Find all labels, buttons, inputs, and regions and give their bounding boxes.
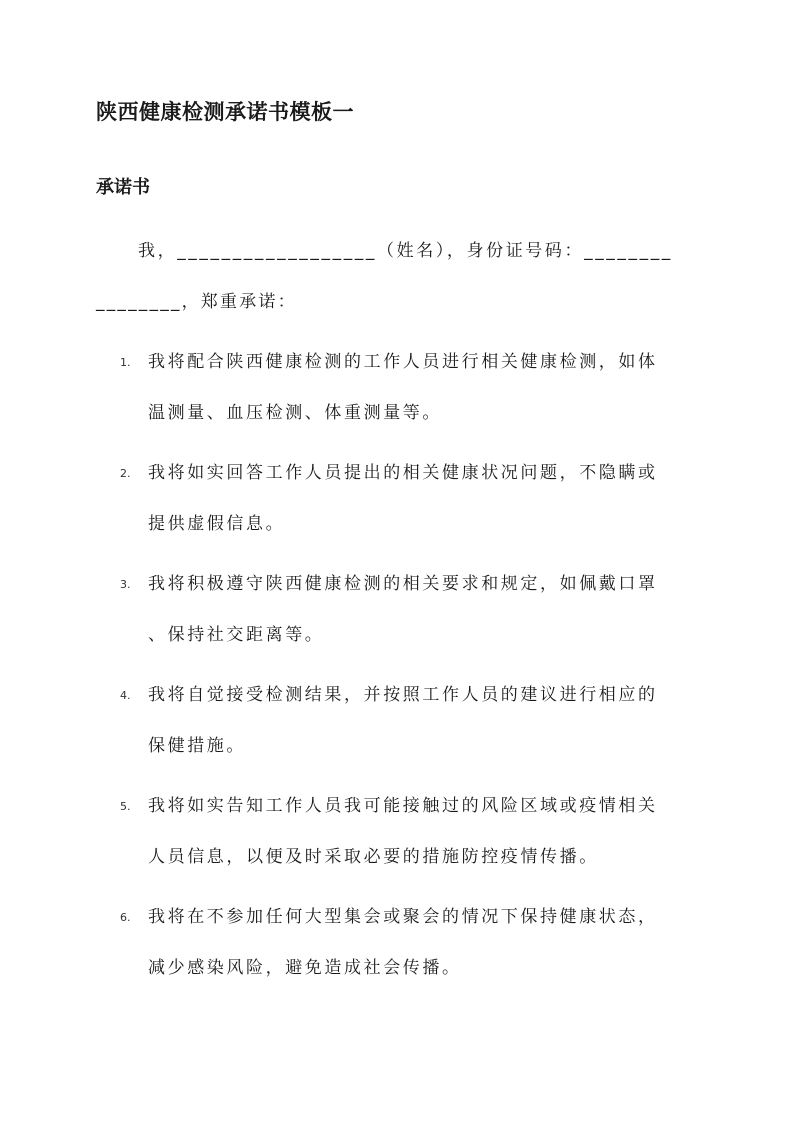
list-item-line: 我将自觉接受检测结果，并按照工作人员的建议进行相应的 (148, 685, 658, 705)
list-item-line: 保健措施。 (148, 736, 246, 756)
list-item-line: 我将如实告知工作人员我可能接触过的风险区域或疫情相关 (148, 796, 658, 816)
list-item-number: 6. (120, 911, 131, 924)
document-title: 陕西健康检测承诺书模板一 (96, 99, 354, 124)
list-item-line: 、保持社交距离等。 (148, 625, 325, 645)
list-item-number: 1. (120, 356, 131, 369)
list-item-line: 我将配合陕西健康检测的工作人员进行相关健康检测，如体 (148, 352, 658, 372)
list-item-line: 我将如实回答工作人员提出的相关健康状况问题，不隐瞒或 (148, 463, 658, 483)
list-item-number: 4. (120, 689, 131, 702)
list-item-number: 5. (120, 800, 131, 813)
list-item-line: 提供虚假信息。 (148, 514, 286, 534)
list-item-number: 3. (120, 578, 131, 591)
list-item-line: 人员信息，以便及时采取必要的措施防控疫情传播。 (148, 847, 599, 867)
list-item-line: 温测量、血压检测、体重测量等。 (148, 403, 442, 423)
list-item-line: 我将积极遵守陕西健康检测的相关要求和规定，如佩戴口罩 (148, 574, 658, 594)
intro-line-1: 我，__________________（姓名），身份证号码：________ (138, 241, 673, 261)
intro-line-2: ________，郑重承诺： (96, 292, 297, 312)
section-heading: 承诺书 (96, 177, 150, 198)
list-item-line: 我将在不参加任何大型集会或聚会的情况下保持健康状态， (148, 907, 658, 927)
list-item-line: 减少感染风险，避免造成社会传播。 (148, 958, 462, 978)
list-item-number: 2. (120, 467, 131, 480)
